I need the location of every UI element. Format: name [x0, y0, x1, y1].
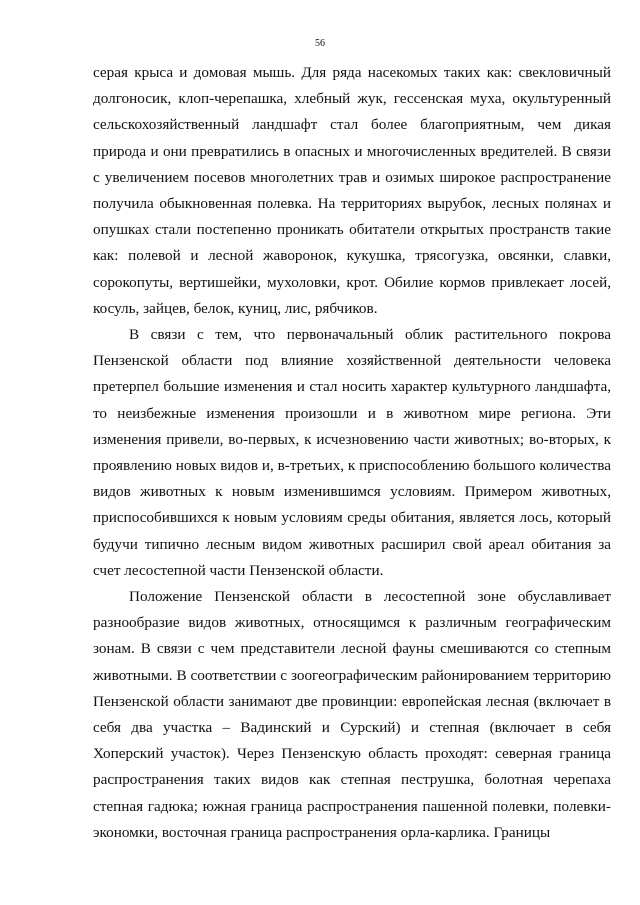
page-number: 56: [315, 38, 325, 49]
body-text: [93, 60, 611, 846]
paragraph-3: Положение Пензенской области в лесостепной зоне обуславливает разнообразие видов животных, относящимся к различным географическим зонам. В связи с чем представители лесной фауны смешиваются со степным животными. В соответствии с зоогеографическим районированием территорию Пензенской области занимают две провинции: европейская лесная (включает в себя два участка – Вадинский и Сурский) и степная (включает в себя Хоперский участок). Через Пензенскую область проходят: северная граница распространения таких видов как степная пеструшка, болотная черепаха степная гадюка; южная граница распространения пашенной полевки, полевки-экономки, восточная граница распространения орла-карлика. Границы: [93, 588, 611, 841]
paragraph-2: В связи с тем, что первоначальный облик растительного покрова Пензенской области под влияние хозяйственной деятельности человека претерпел большие изменения и стал носить характер культурного ландшафта, то неизбежные изменения произошли и в животном мире региона. Эти изменения привели, во-первых, к исчезновению части животных; во-вторых, к проявлению новых видов и, в-третьих, к приспособлению большого количества видов животных к новым изменившимся условиям. Примером животных, приспособившихся к новым условиям среды обитания, является лось, который будучи типично лесным видом животных расширил свой ареал обитания за счет лесостепной части Пензенской области.: [93, 326, 611, 579]
paragraph-1: серая крыса и домовая мышь. Для ряда насекомых таких как: свекловичный долгоносик, клоп-черепашка, хлебный жук, гессенская муха, окультуренный сельскохозяйственный ландшафт стал более благоприятным, чем дикая природа и они превратились в опасных и многочисленных вредителей. В связи с увеличением посевов многолетних трав и озимых широкое распространение получила обыкновенная полевка. На территориях вырубок, лесных полянах и опушках стали постепенно проникать обитатели открытых пространств такие как: полевой и лесной жаворонок, кукушка, трясогузка, овсянки, славки, сорокопуты, вертишейки, мухоловки, крот. Обилие кормов привлекает лосей, косуль, зайцев, белок, куниц, лис, рябчиков.: [93, 64, 611, 317]
